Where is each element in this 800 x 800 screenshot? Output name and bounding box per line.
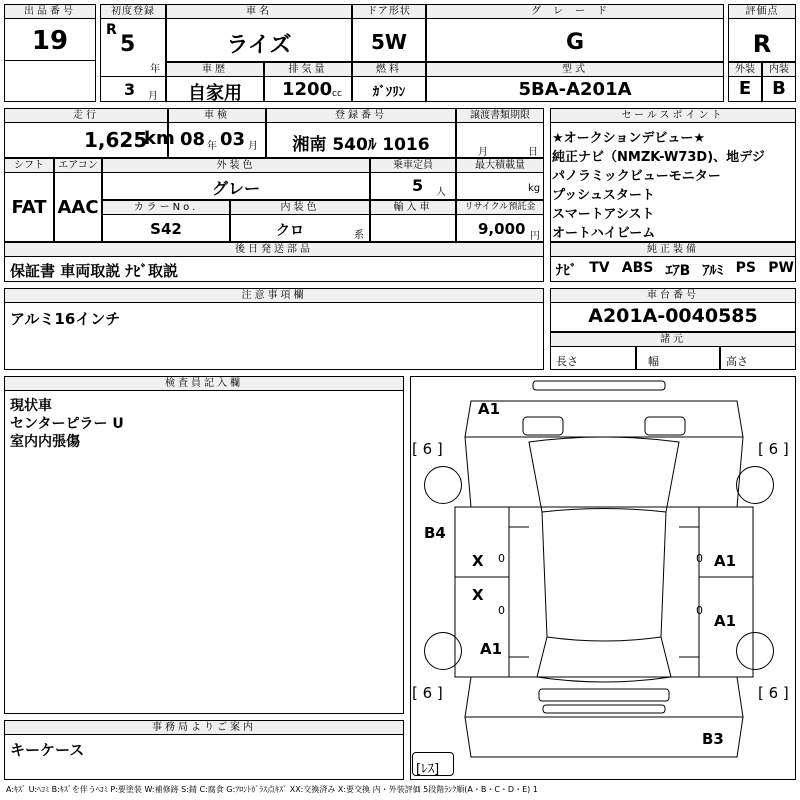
inspection-label: 車検 [168, 108, 266, 123]
int-label: 内装 [762, 62, 796, 77]
history: 自家用 [188, 83, 242, 104]
import-label: 輸入車 [370, 200, 456, 215]
transfer-day: 日 [528, 147, 538, 158]
color-no: S42 [150, 220, 182, 238]
ext-label: 外装 [728, 62, 762, 77]
equip-nav: ﾅﾋﾞ [556, 263, 577, 279]
shift: FAT [11, 197, 47, 218]
mark-right-door-front: A1 [714, 552, 737, 570]
car-diagram-drawing [411, 377, 796, 780]
transfer-label: 譲渡書類期限 [456, 108, 544, 123]
body-color: グレー [211, 179, 260, 198]
disp-unit: cc [332, 89, 342, 99]
first-reg-year: 5 [120, 32, 136, 57]
disp-label: 排気量 [264, 62, 352, 77]
sales-point-1: ★オークションデビュー★ [552, 131, 706, 146]
int-color-label: 内装色 [230, 200, 370, 215]
office-label: 事務局よりご案内 [4, 720, 404, 735]
spare-box [412, 752, 454, 776]
inspector-label: 検査員記入欄 [4, 376, 404, 391]
int-color: クロ [276, 223, 304, 239]
month-unit: 月 [148, 91, 158, 102]
name-label: 車名 [166, 4, 352, 19]
sales-points-label: セールスポイント [550, 108, 796, 123]
inspector-line-2: センターピラー U [10, 416, 124, 432]
mark-zero-4: 0 [696, 604, 703, 617]
grade-label: グレード [426, 4, 724, 19]
model: 5BA-A201A [518, 79, 632, 100]
first-reg-month: 3 [124, 80, 136, 99]
color-no-label: カラーNo. [102, 200, 230, 215]
history-label: 車歴 [166, 62, 264, 77]
mileage-unit: km [144, 128, 175, 149]
transfer-month: 月 [478, 147, 488, 158]
notes-text: アルミ16インチ [10, 310, 121, 328]
wheel-rear-right [736, 632, 774, 670]
ext-score: E [738, 78, 752, 99]
recycle-label: リサイクル預託金 [456, 200, 544, 215]
equip-ps: PS [735, 260, 757, 276]
sales-point-2: 純正ナビ（NMZK-W73D)、地デジ [552, 150, 765, 165]
mileage-label: 走行 [4, 108, 168, 123]
equip-alloy: ｱﾙﾐ [702, 263, 724, 279]
inspector-line-3: 室内内張傷 [10, 434, 80, 450]
load-unit: kg [528, 183, 541, 194]
insp-year-unit: 年 [207, 141, 217, 152]
reg-label: 登録番号 [266, 108, 456, 123]
int-color-unit: 系 [354, 230, 364, 241]
year-unit: 年 [150, 64, 160, 75]
mark-left-front-fender: B4 [424, 524, 446, 542]
sales-point-4: プッシュスタート [552, 188, 655, 203]
mark-rear-bumper: B3 [702, 730, 724, 748]
mark-left-rear: A1 [480, 640, 503, 658]
insp-year: 08 [180, 129, 206, 150]
wheel-front-right [736, 466, 774, 504]
mark-zero-1: 0 [498, 552, 505, 565]
fuel: ｶﾞｿﾘﾝ [372, 85, 406, 100]
equip-tv: TV [589, 260, 610, 276]
mileage: 1,625 [84, 128, 148, 152]
later-parts-label: 後日発送部品 [4, 242, 544, 257]
mark-front-bumper: A1 [478, 400, 501, 418]
mark-right-door-rear: A1 [714, 612, 737, 630]
wheel-rear-left [424, 632, 462, 670]
legend: A:ｷｽﾞ U:ﾍｺﾐ B:ｷｽﾞを伴うﾍｺﾐ P:要塗装 W:補修跡 S:錆 C:腐食 G:ﾌﾛﾝﾄｶﾞﾗｽ点ｷｽﾞ XX:交換済み X:要交換 内・外装評価 5段階ﾗﾝｸ順(A・B・C・D・E) 1 [6, 785, 538, 794]
score: R [752, 30, 772, 58]
lot-number: 19 [31, 26, 69, 56]
import-cell [370, 214, 456, 242]
recycle-unit: 円 [530, 231, 540, 242]
mark-tire-front-right: [ 6 ] [758, 440, 789, 458]
height-label: 高さ [726, 355, 748, 368]
chassis-number: A201A-0040585 [588, 305, 758, 327]
capacity-unit: 人 [436, 187, 446, 198]
model-label: 型式 [426, 62, 724, 77]
sales-point-5: スマートアシスト [552, 207, 655, 222]
grade: G [565, 30, 585, 55]
first-reg-label: 初度登録 [100, 4, 166, 19]
equip-abs: ABS [621, 260, 654, 276]
load-label: 最大積載量 [456, 158, 544, 173]
score-label: 評価点 [728, 4, 796, 19]
fuel-label: 燃料 [352, 62, 426, 77]
width-label: 幅 [648, 355, 659, 368]
capacity-label: 乗車定員 [370, 158, 456, 173]
mark-spare-tire: [ﾚｽ] [416, 762, 440, 777]
int-score: B [772, 78, 786, 99]
inspector-line-1: 現状車 [10, 398, 52, 414]
mark-tire-rear-left: [ 6 ] [412, 684, 443, 702]
car-diagram [410, 376, 796, 780]
mark-tire-rear-right: [ 6 ] [758, 684, 789, 702]
mark-left-door-rear: X [472, 586, 484, 604]
car-name: ライズ [226, 33, 292, 58]
capacity: 5 [412, 176, 424, 195]
chassis-label: 車台番号 [550, 288, 796, 303]
door-type: 5W [371, 30, 407, 54]
displacement: 1200 [282, 79, 333, 100]
mark-zero-2: 0 [498, 604, 505, 617]
recycle-fee: 9,000 [478, 220, 526, 238]
length-label: 長さ [556, 355, 578, 368]
door-label: ドア形状 [352, 4, 426, 19]
equipment-label: 純正装備 [550, 242, 796, 257]
wheel-front-left [424, 466, 462, 504]
equip-airbag: ｴｱB [665, 263, 691, 279]
office-text: キーケース [10, 741, 85, 759]
color-label: 外装色 [102, 158, 370, 173]
insp-month-unit: 月 [248, 141, 258, 152]
lot-lower [4, 60, 96, 102]
ac-label: エアコン [54, 158, 102, 173]
equipment-list [556, 260, 794, 280]
shift-label: シフト [4, 158, 54, 173]
aircon: AAC [57, 197, 99, 218]
reg-number: 湘南 540ﾙ 1016 [292, 135, 430, 155]
mark-left-door-front: X [472, 552, 484, 570]
mark-tire-front-left: [ 6 ] [412, 440, 443, 458]
sales-point-6: オートハイビーム [552, 226, 656, 241]
equip-pw: PW [768, 260, 794, 276]
notes-label: 注意事項欄 [4, 288, 544, 303]
mark-zero-3: 0 [696, 552, 703, 565]
lot-label: 出品番号 [4, 4, 96, 19]
sales-point-3: パノラミックビューモニター [552, 169, 721, 184]
era: R [106, 22, 117, 38]
later-parts: 保証書 車両取説 ﾅﾋﾞ取説 [10, 262, 178, 280]
insp-month: 03 [220, 129, 246, 150]
dims-label: 諸元 [550, 332, 796, 347]
